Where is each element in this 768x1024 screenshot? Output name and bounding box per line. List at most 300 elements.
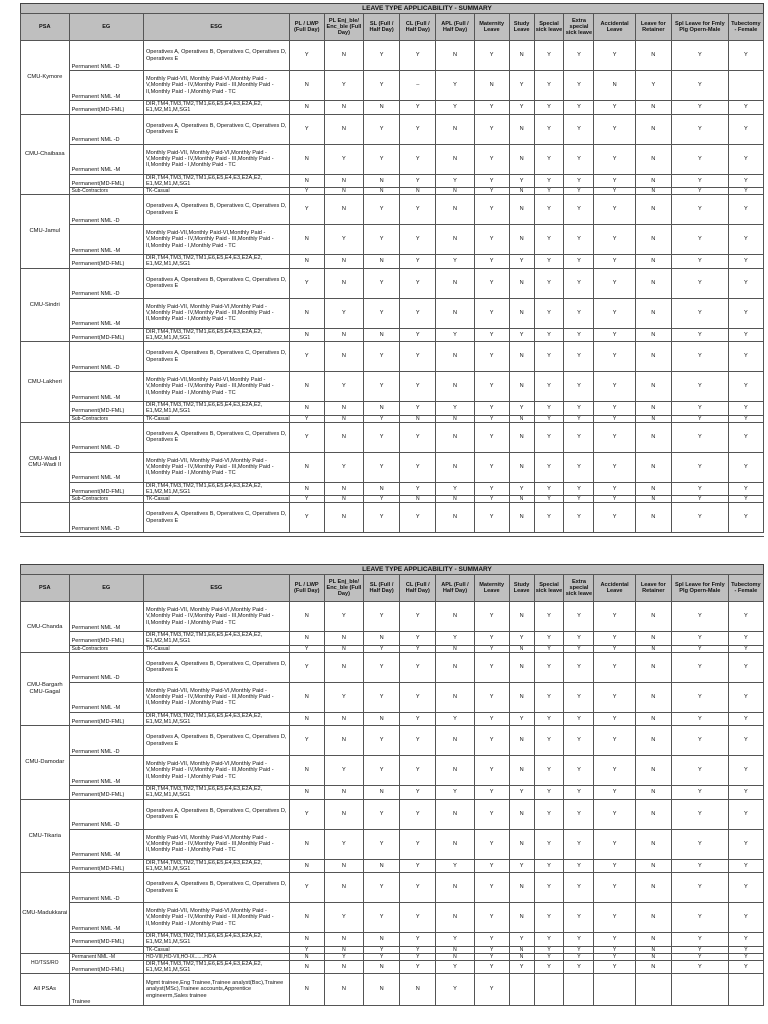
applicability-cell: Y: [534, 41, 564, 71]
applicability-cell: Y: [594, 632, 635, 646]
applicability-cell: N: [509, 188, 534, 195]
applicability-cell: N: [436, 953, 474, 960]
applicability-cell: N: [436, 799, 474, 829]
applicability-cell: Y: [324, 756, 363, 786]
psa-cell: CMU-Wadi I CMU-Wadi II: [21, 422, 70, 503]
applicability-cell: N: [635, 632, 671, 646]
applicability-cell: Y: [728, 652, 763, 682]
applicability-cell: Y: [564, 933, 594, 947]
applicability-cell: N: [324, 960, 363, 974]
applicability-cell: Y: [400, 859, 436, 873]
eg-cell: Permanent NML -M: [69, 903, 143, 933]
esg-cell: Operatives A, Operatives B, Operatives C, Operatives D, Operatives E: [143, 503, 289, 533]
applicability-cell: Y: [324, 903, 363, 933]
esg-cell: Mgmt trainee,Eng Trainee,Trainee analyst(Bsc),Trainee analyst(MSc),Trainee accounts,Apprentice engineerm,Sales trainee: [143, 974, 289, 1006]
applicability-cell: Y: [289, 415, 324, 422]
applicability-cell: N: [635, 422, 671, 452]
eg-cell: Permanent(MD-FML): [69, 328, 143, 342]
applicability-cell: Y: [671, 859, 728, 873]
applicability-cell: N: [436, 503, 474, 533]
applicability-cell: Y: [324, 225, 363, 255]
applicability-cell: Y: [728, 114, 763, 144]
applicability-cell: N: [635, 188, 671, 195]
applicability-cell: Y: [671, 415, 728, 422]
table-row: [21, 452, 764, 482]
applicability-cell: N: [436, 903, 474, 933]
applicability-cell: Y: [474, 756, 509, 786]
applicability-cell: N: [324, 41, 363, 71]
applicability-cell: Y: [364, 496, 400, 503]
applicability-cell: N: [635, 41, 671, 71]
applicability-cell: Y: [728, 756, 763, 786]
esg-cell: Operatives A, Operatives B, Operatives C, Operatives D, Operatives E: [143, 195, 289, 225]
applicability-cell: N: [635, 101, 671, 115]
table-row: [21, 859, 764, 873]
applicability-cell: N: [364, 786, 400, 800]
applicability-cell: N: [436, 298, 474, 328]
esg-cell: TK-Casual: [143, 415, 289, 422]
applicability-cell: N: [509, 144, 534, 174]
applicability-cell: N: [324, 342, 363, 372]
applicability-cell: Y: [474, 602, 509, 632]
applicability-cell: N: [364, 632, 400, 646]
applicability-cell: N: [635, 496, 671, 503]
applicability-cell: Y: [728, 602, 763, 632]
applicability-cell: N: [364, 328, 400, 342]
eg-cell: Permanent NML -M: [69, 71, 143, 101]
applicability-cell: Y: [400, 41, 436, 71]
column-header: Maternity Leave: [474, 14, 509, 41]
applicability-cell: Y: [534, 188, 564, 195]
applicability-cell: Y: [728, 225, 763, 255]
applicability-cell: Y: [474, 402, 509, 416]
applicability-cell: Y: [400, 101, 436, 115]
applicability-cell: N: [324, 503, 363, 533]
applicability-cell: N: [635, 960, 671, 974]
applicability-cell: Y: [534, 452, 564, 482]
applicability-cell: Y: [400, 174, 436, 188]
applicability-cell: N: [509, 195, 534, 225]
applicability-cell: Y: [594, 859, 635, 873]
table-row: [21, 632, 764, 646]
applicability-cell: N: [436, 342, 474, 372]
applicability-cell: Y: [400, 328, 436, 342]
applicability-cell: [534, 974, 564, 1006]
applicability-cell: Y: [728, 144, 763, 174]
table-banner: [20, 3, 764, 13]
page-divider: [20, 536, 764, 537]
applicability-cell: Y: [474, 496, 509, 503]
applicability-cell: Y: [594, 402, 635, 416]
applicability-cell: Y: [728, 496, 763, 503]
applicability-cell: Y: [671, 255, 728, 269]
applicability-cell: N: [324, 195, 363, 225]
table-row: [21, 682, 764, 712]
applicability-cell: Y: [474, 342, 509, 372]
applicability-cell: Y: [671, 632, 728, 646]
esg-cell: DIR,TM4,TM3,TM2,TM1,E6,E5,E4,E3,E2A,E2, E1,M2,M1,M,SG1: [143, 328, 289, 342]
applicability-cell: Y: [534, 946, 564, 953]
applicability-cell: Y: [594, 799, 635, 829]
applicability-cell: N: [509, 415, 534, 422]
applicability-cell: Y: [564, 41, 594, 71]
applicability-cell: Y: [671, 873, 728, 903]
applicability-cell: N: [324, 726, 363, 756]
applicability-cell: Y: [364, 652, 400, 682]
applicability-cell: Y: [594, 41, 635, 71]
applicability-cell: Y: [324, 71, 363, 101]
applicability-cell: N: [509, 372, 534, 402]
applicability-cell: N: [509, 682, 534, 712]
applicability-cell: Y: [400, 682, 436, 712]
applicability-cell: N: [635, 195, 671, 225]
applicability-cell: N: [509, 41, 534, 71]
applicability-cell: Y: [671, 652, 728, 682]
eg-cell: Permanent(MD-FML): [69, 255, 143, 269]
applicability-cell: Y: [534, 503, 564, 533]
applicability-cell: Y: [534, 799, 564, 829]
applicability-cell: Y: [364, 645, 400, 652]
eg-cell: Permanent(MD-FML): [69, 174, 143, 188]
applicability-cell: Y: [289, 799, 324, 829]
esg-cell: Operatives A, Operatives B, Operatives C, Operatives D, Operatives E: [143, 873, 289, 903]
applicability-cell: Y: [728, 645, 763, 652]
applicability-cell: Y: [400, 933, 436, 947]
applicability-cell: N: [635, 873, 671, 903]
applicability-cell: N: [635, 298, 671, 328]
applicability-cell: Y: [474, 903, 509, 933]
eg-cell: Permanent NML -D: [69, 503, 143, 533]
applicability-cell: Y: [728, 188, 763, 195]
applicability-cell: Y: [534, 422, 564, 452]
esg-cell: Operatives A, Operatives B, Operatives C, Operatives D, Operatives E: [143, 342, 289, 372]
esg-cell: HO-VIII,HO-VII,HO-IX.......HO A: [143, 953, 289, 960]
applicability-cell: N: [509, 268, 534, 298]
applicability-cell: Y: [671, 933, 728, 947]
applicability-cell: Y: [534, 602, 564, 632]
applicability-cell: Y: [671, 71, 728, 101]
esg-cell: Operatives A, Operatives B, Operatives C, Operatives D, Operatives E: [143, 799, 289, 829]
applicability-cell: Y: [364, 225, 400, 255]
applicability-cell: Y: [594, 342, 635, 372]
applicability-cell: N: [635, 682, 671, 712]
applicability-cell: Y: [534, 114, 564, 144]
applicability-cell: Y: [474, 829, 509, 859]
column-header: PL / LWP (Full Day): [289, 575, 324, 602]
applicability-cell: Y: [474, 452, 509, 482]
applicability-cell: Y: [364, 452, 400, 482]
table-row: [21, 974, 764, 1006]
esg-cell: Monthly Paid-VII, Monthly Paid-VI,Monthly Paid -V,Monthly Paid - IV,Monthly Paid - III,Monthly Paid - II,Monthly Paid - I,Monthly Paid - TC: [143, 602, 289, 632]
applicability-cell: Y: [728, 712, 763, 726]
applicability-cell: Y: [534, 496, 564, 503]
applicability-cell: Y: [671, 756, 728, 786]
table-row: [21, 933, 764, 947]
applicability-cell: Y: [474, 174, 509, 188]
applicability-cell: Y: [728, 328, 763, 342]
esg-cell: Operatives A, Operatives B, Operatives C, Operatives D, Operatives E: [143, 41, 289, 71]
eg-cell: Permanent NML -M: [69, 756, 143, 786]
esg-cell: DIR,TM4,TM3,TM2,TM1,E6,E5,E4,E3,E2A,E2, E1,M2,M1,M,SG1: [143, 712, 289, 726]
applicability-cell: Y: [534, 726, 564, 756]
applicability-cell: Y: [289, 873, 324, 903]
applicability-cell: N: [436, 195, 474, 225]
applicability-cell: N: [289, 328, 324, 342]
applicability-cell: N: [324, 632, 363, 646]
applicability-cell: Y: [671, 953, 728, 960]
eg-cell: Permanent NML -M: [69, 372, 143, 402]
applicability-cell: N: [324, 174, 363, 188]
eg-cell: Permanent(MD-FML): [69, 933, 143, 947]
applicability-cell: N: [364, 402, 400, 416]
table-row: [21, 298, 764, 328]
applicability-cell: N: [635, 652, 671, 682]
applicability-cell: Y: [400, 903, 436, 933]
table-row: [21, 482, 764, 496]
applicability-cell: Y: [474, 225, 509, 255]
applicability-cell: N: [509, 756, 534, 786]
applicability-cell: Y: [728, 101, 763, 115]
applicability-cell: Y: [594, 903, 635, 933]
applicability-cell: N: [635, 174, 671, 188]
applicability-cell: Y: [509, 402, 534, 416]
applicability-cell: Y: [534, 953, 564, 960]
applicability-cell: N: [594, 71, 635, 101]
eg-cell: Permanent(MD-FML): [69, 632, 143, 646]
table-row: [21, 195, 764, 225]
applicability-cell: Y: [728, 873, 763, 903]
applicability-cell: N: [509, 503, 534, 533]
applicability-cell: Y: [364, 41, 400, 71]
esg-cell: Operatives A, Operatives B, Operatives C, Operatives D, Operatives E: [143, 114, 289, 144]
table-row: [21, 756, 764, 786]
column-header: PL / LWP (Full Day): [289, 14, 324, 41]
applicability-cell: N: [436, 645, 474, 652]
column-header: Spl Leave for Fmly Plg Opern-Male: [671, 14, 728, 41]
applicability-cell: N: [364, 960, 400, 974]
applicability-cell: Y: [564, 144, 594, 174]
applicability-cell: Y: [534, 652, 564, 682]
applicability-cell: Y: [671, 946, 728, 953]
table-row: [21, 946, 764, 953]
applicability-cell: N: [509, 114, 534, 144]
applicability-cell: Y: [364, 682, 400, 712]
eg-cell: Permanent NML -M: [69, 953, 143, 960]
applicability-cell: Y: [364, 726, 400, 756]
applicability-cell: N: [509, 873, 534, 903]
applicability-cell: Y: [671, 268, 728, 298]
applicability-cell: Y: [364, 298, 400, 328]
applicability-cell: Y: [564, 174, 594, 188]
column-header: PSA: [21, 575, 70, 602]
eg-cell: Permanent NML -D: [69, 41, 143, 71]
esg-cell: DIR,TM4,TM3,TM2,TM1,E6,E5,E4,E3,E2A,E2, E1,M2,M1,M,SG1: [143, 101, 289, 115]
applicability-cell: Y: [324, 953, 363, 960]
applicability-cell: Y: [509, 859, 534, 873]
column-header: SL (Full / Half Day): [364, 14, 400, 41]
esg-cell: Monthly Paid-VII, Monthly Paid-VI,Monthly Paid -V,Monthly Paid - IV,Monthly Paid - III,Monthly Paid - II,Monthly Paid - I,Monthly Paid - TC: [143, 682, 289, 712]
column-header: CL (Full / Half Day): [400, 14, 436, 41]
applicability-cell: Y: [364, 903, 400, 933]
column-header: Leave for Retainer: [635, 14, 671, 41]
applicability-cell: Y: [728, 726, 763, 756]
applicability-cell: [728, 71, 763, 101]
applicability-cell: N: [324, 496, 363, 503]
applicability-cell: Y: [364, 195, 400, 225]
eg-cell: Permanent NML -M: [69, 452, 143, 482]
applicability-cell: Y: [474, 41, 509, 71]
applicability-cell: Y: [289, 41, 324, 71]
applicability-cell: Y: [728, 174, 763, 188]
eg-cell: Sub-Contractors: [69, 188, 143, 195]
applicability-cell: Y: [728, 859, 763, 873]
applicability-cell: Y: [400, 144, 436, 174]
applicability-cell: Y: [400, 873, 436, 903]
applicability-cell: Y: [564, 652, 594, 682]
applicability-cell: Y: [534, 225, 564, 255]
applicability-cell: Y: [474, 415, 509, 422]
applicability-cell: N: [509, 298, 534, 328]
applicability-cell: Y: [671, 41, 728, 71]
applicability-cell: Y: [671, 829, 728, 859]
applicability-cell: Y: [509, 786, 534, 800]
applicability-cell: Y: [564, 188, 594, 195]
esg-cell: DIR,TM4,TM3,TM2,TM1,E6,E5,E4,E3,E2A,E2, E1,M2,M1,M,SG1: [143, 786, 289, 800]
psa-cell: CMU-Kymore: [21, 41, 70, 115]
applicability-cell: N: [364, 712, 400, 726]
table-row: [21, 829, 764, 859]
column-header: EG: [69, 575, 143, 602]
applicability-cell: Y: [364, 71, 400, 101]
applicability-cell: Y: [534, 482, 564, 496]
esg-cell: Monthly Paid-VII, Monthly Paid-VI,Monthly Paid -V,Monthly Paid - IV,Monthly Paid - III,Monthly Paid - II,Monthly Paid - I,Monthly Paid - TC: [143, 452, 289, 482]
applicability-cell: N: [289, 974, 324, 1006]
esg-cell: DIR,TM4,TM3,TM2,TM1,E6,E5,E4,E3,E2A,E2, E1,M2,M1,M,SG1: [143, 482, 289, 496]
applicability-cell: Y: [564, 328, 594, 342]
esg-cell: Monthly Paid-VII, Monthly Paid-VI,Monthly Paid -V,Monthly Paid - IV,Monthly Paid - III,Monthly Paid - II,Monthly Paid - I,Monthly Paid - TC: [143, 756, 289, 786]
applicability-cell: Y: [728, 946, 763, 953]
applicability-cell: Y: [564, 859, 594, 873]
applicability-cell: N: [635, 328, 671, 342]
applicability-cell: Y: [474, 873, 509, 903]
applicability-cell: Y: [474, 786, 509, 800]
applicability-cell: Y: [671, 195, 728, 225]
applicability-cell: N: [436, 756, 474, 786]
applicability-cell: N: [364, 859, 400, 873]
esg-cell: DIR,TM4,TM3,TM2,TM1,E6,E5,E4,E3,E2A,E2, E1,M2,M1,M,SG1: [143, 402, 289, 416]
applicability-cell: N: [364, 933, 400, 947]
table-row: [21, 225, 764, 255]
applicability-cell: N: [324, 482, 363, 496]
applicability-cell: Y: [728, 41, 763, 71]
applicability-cell: Y: [400, 298, 436, 328]
applicability-cell: Y: [594, 786, 635, 800]
applicability-cell: N: [436, 602, 474, 632]
applicability-cell: Y: [400, 342, 436, 372]
table-row: [21, 496, 764, 503]
applicability-cell: N: [509, 422, 534, 452]
eg-cell: Permanent NML -M: [69, 682, 143, 712]
eg-cell: Permanent(MD-FML): [69, 712, 143, 726]
applicability-cell: Y: [671, 503, 728, 533]
applicability-cell: Y: [728, 298, 763, 328]
psa-cell: CMU-Chanda: [21, 602, 70, 653]
applicability-cell: Y: [671, 101, 728, 115]
applicability-cell: [564, 974, 594, 1006]
table-row: [21, 503, 764, 533]
applicability-cell: Y: [564, 195, 594, 225]
applicability-cell: Y: [728, 452, 763, 482]
esg-cell: Operatives A, Operatives B, Operatives C, Operatives D, Operatives E: [143, 726, 289, 756]
applicability-cell: N: [364, 101, 400, 115]
applicability-cell: N: [509, 903, 534, 933]
applicability-cell: N: [400, 974, 436, 1006]
applicability-cell: Y: [400, 953, 436, 960]
psa-cell: CMU-Chaibasa: [21, 114, 70, 195]
esg-cell: Operatives A, Operatives B, Operatives C, Operatives D, Operatives E: [143, 652, 289, 682]
applicability-cell: Y: [671, 496, 728, 503]
applicability-cell: Y: [289, 652, 324, 682]
esg-cell: Monthly Paid-VII, Monthly Paid-VI,Monthly Paid -V,Monthly Paid - IV,Monthly Paid - III,Monthly Paid - II,Monthly Paid - I,Monthly Paid - TC: [143, 829, 289, 859]
applicability-cell: Y: [564, 503, 594, 533]
applicability-cell: Y: [594, 298, 635, 328]
applicability-cell: Y: [564, 632, 594, 646]
applicability-cell: Y: [671, 452, 728, 482]
table-row: [21, 144, 764, 174]
applicability-cell: N: [324, 101, 363, 115]
applicability-cell: Y: [436, 101, 474, 115]
applicability-cell: Y: [436, 960, 474, 974]
applicability-cell: Y: [364, 114, 400, 144]
applicability-cell: Y: [594, 195, 635, 225]
applicability-cell: Y: [400, 799, 436, 829]
applicability-cell: N: [289, 402, 324, 416]
table-row: [21, 422, 764, 452]
applicability-cell: N: [364, 255, 400, 269]
column-header: SL (Full / Half Day): [364, 575, 400, 602]
applicability-cell: Y: [594, 726, 635, 756]
applicability-cell: Y: [534, 144, 564, 174]
applicability-cell: Y: [534, 268, 564, 298]
applicability-cell: Y: [728, 482, 763, 496]
applicability-cell: Y: [594, 422, 635, 452]
column-header: APL (Full / Half Day): [436, 14, 474, 41]
applicability-cell: Y: [728, 682, 763, 712]
applicability-cell: Y: [324, 602, 363, 632]
applicability-cell: Y: [289, 726, 324, 756]
applicability-cell: Y: [400, 452, 436, 482]
applicability-cell: N: [324, 946, 363, 953]
applicability-cell: N: [289, 372, 324, 402]
column-header: PL Enj_ble/ Enc_ble (Full Day): [324, 575, 363, 602]
column-header: Special sick leave: [534, 575, 564, 602]
applicability-cell: N: [509, 946, 534, 953]
applicability-cell: N: [635, 402, 671, 416]
psa-cell: All PSAs: [21, 974, 70, 1006]
applicability-cell: Y: [289, 195, 324, 225]
applicability-cell: Y: [671, 372, 728, 402]
applicability-cell: Y: [671, 645, 728, 652]
esg-cell: DIR,TM4,TM3,TM2,TM1,E6,E5,E4,E3,E2A,E2, E1,M2,M1,M,SG1: [143, 933, 289, 947]
applicability-cell: Y: [671, 298, 728, 328]
applicability-cell: Y: [564, 873, 594, 903]
table-row: [21, 726, 764, 756]
applicability-cell: Y: [474, 195, 509, 225]
applicability-cell: Y: [728, 903, 763, 933]
applicability-cell: N: [509, 645, 534, 652]
applicability-cell: Y: [474, 960, 509, 974]
applicability-cell: Y: [671, 328, 728, 342]
